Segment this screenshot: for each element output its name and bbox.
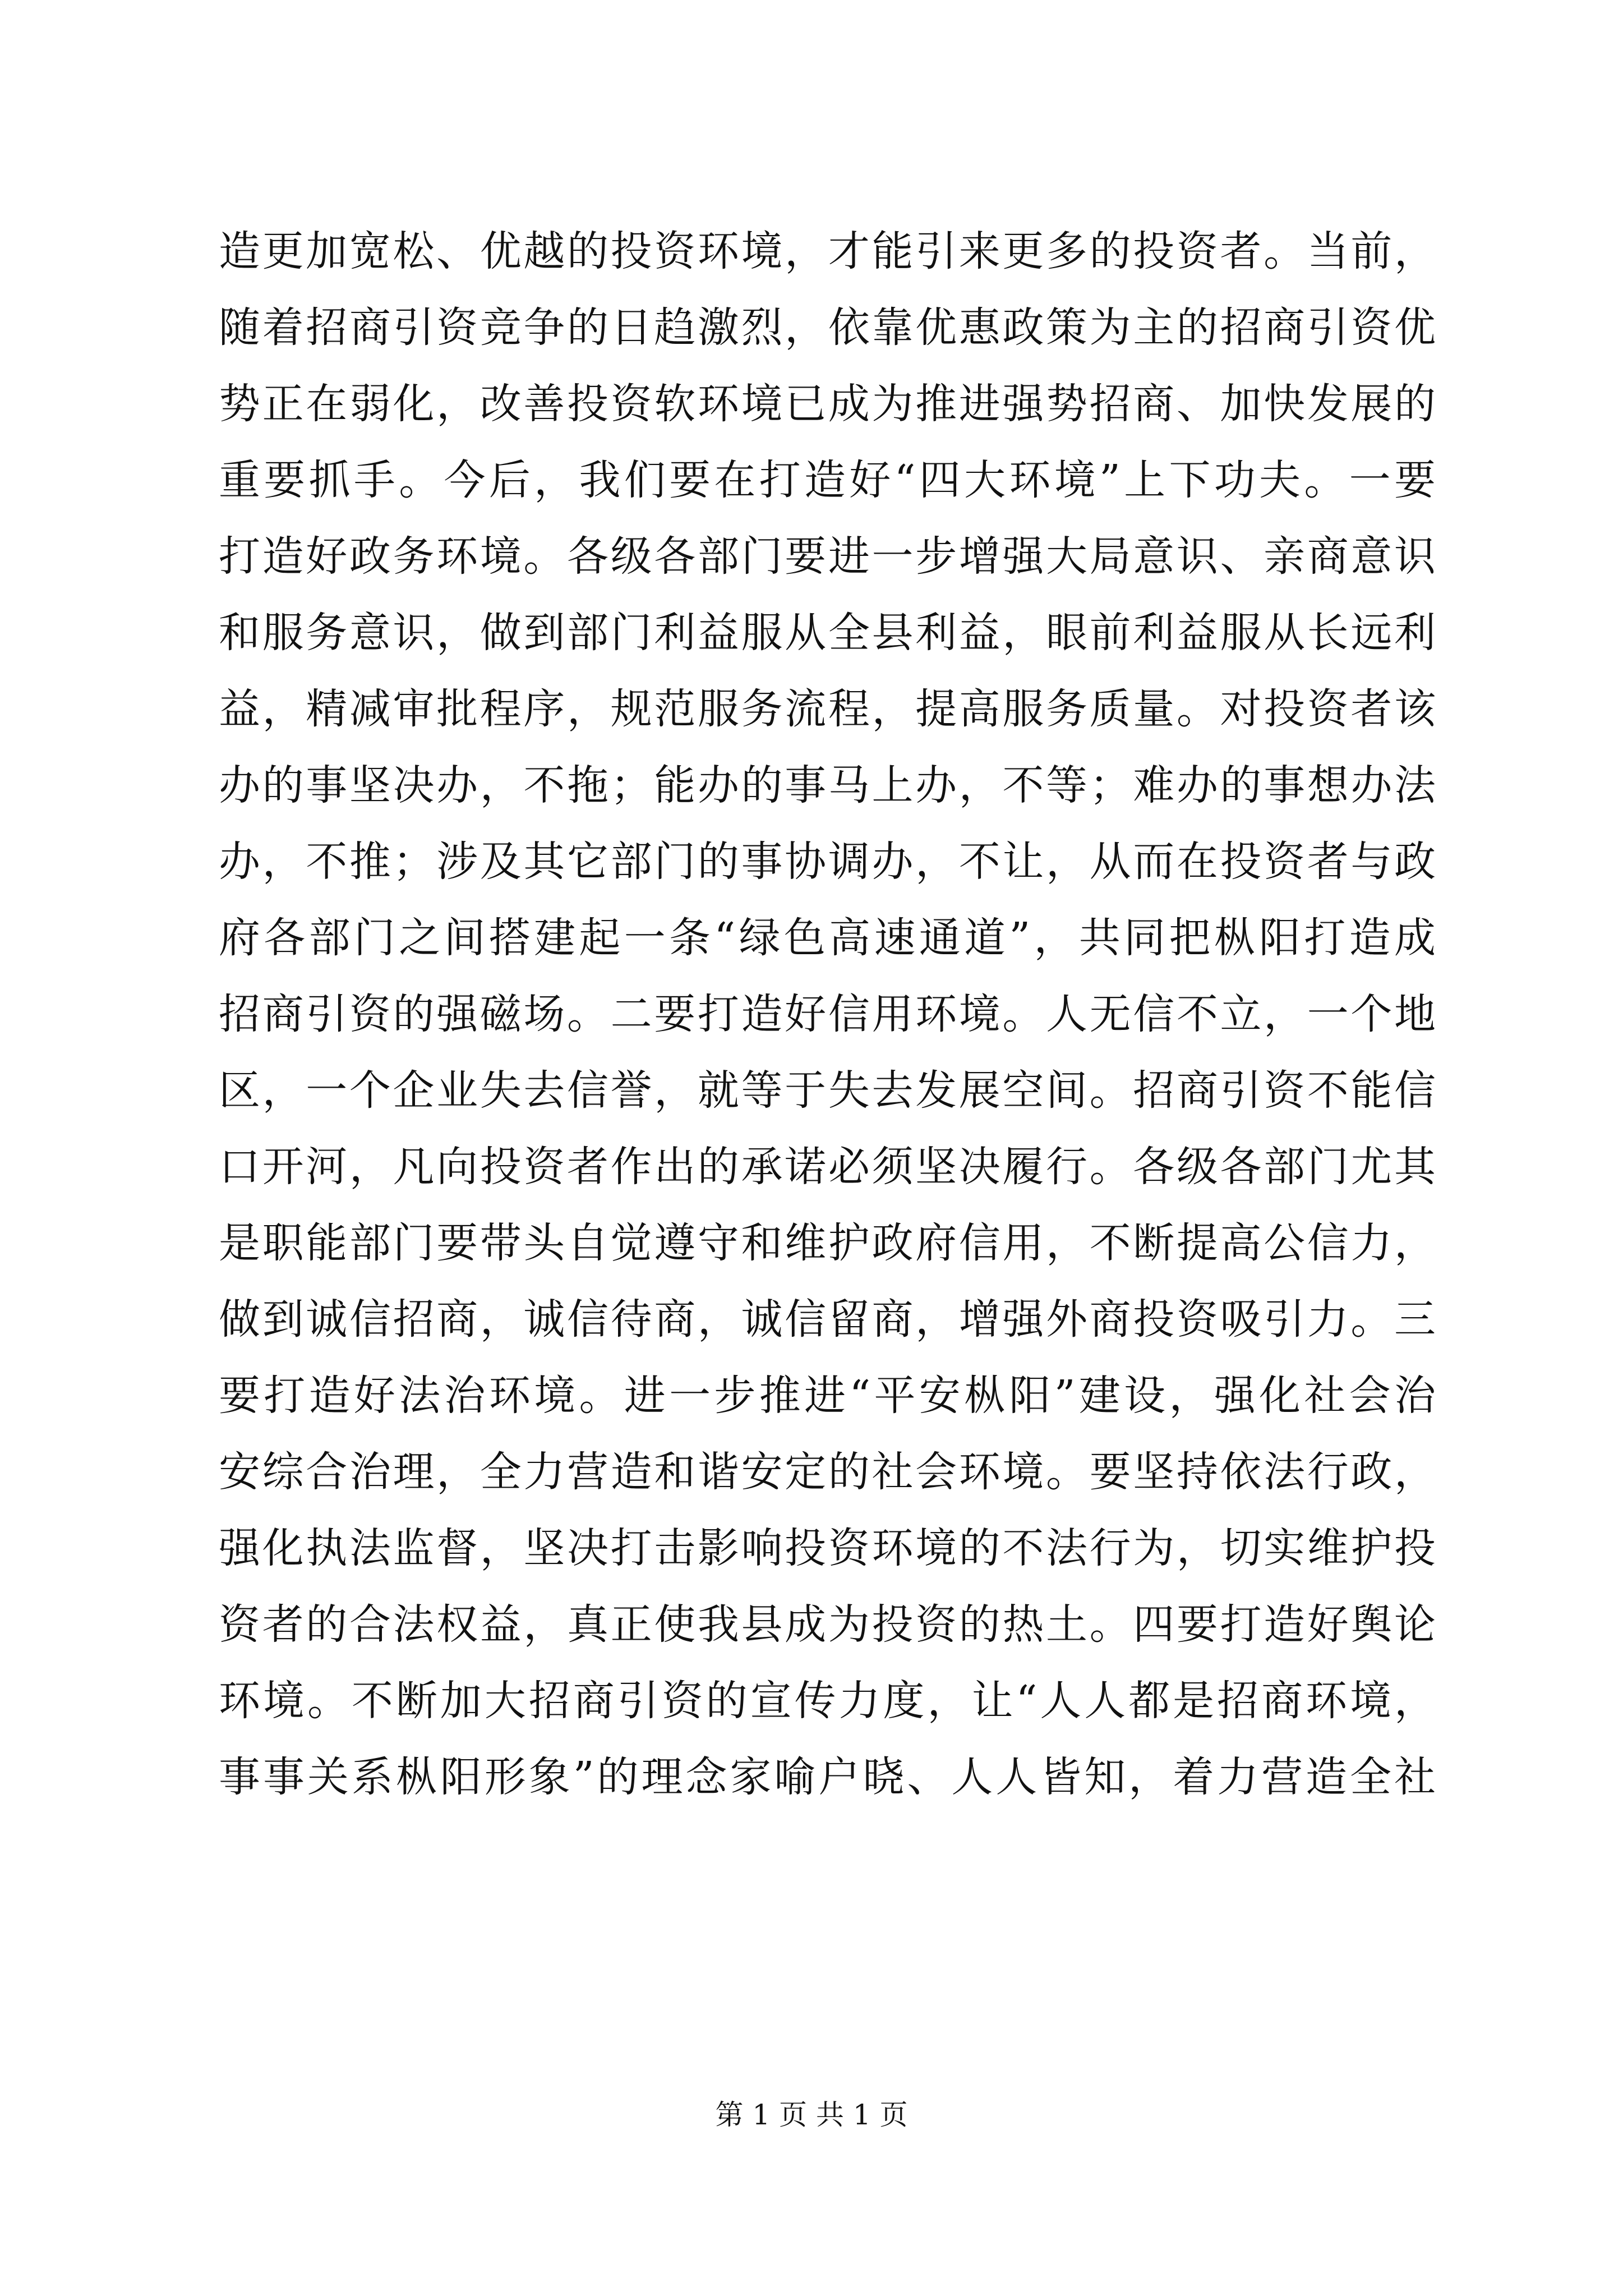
text-line: 招商引资的强磁场。二要打造好信用环境。人无信不立，一个地 (219, 990, 1436, 1038)
text-line: 做到诚信招商，诚信待商，诚信留商，增强外商投资吸引力。三 (219, 1295, 1436, 1343)
page-number-footer: 第 1 页 共 1 页 (715, 2099, 908, 2131)
text-line: 是职能部门要带头自觉遵守和维护政府信用，不断提高公信力， (219, 1219, 1436, 1267)
text-line: 和服务意识，做到部门利益服从全县利益，眼前利益服从长远利 (219, 609, 1436, 657)
text-line: 区，一个企业失去信誉，就等于失去发展空间。招商引资不能信 (219, 1066, 1436, 1115)
text-line: 随着招商引资竞争的日趋激烈，依靠优惠政策为主的招商引资优 (219, 303, 1436, 352)
document-body (219, 213, 1436, 1815)
text-line: 安综合治理，全力营造和谐安定的社会环境。要坚持依法行政， (219, 1448, 1436, 1496)
text-line: 势正在弱化，改善投资软环境已成为推进强势招商、加快发展的 (219, 380, 1436, 428)
text-line: 办，不推；涉及其它部门的事协调办，不让，从而在投资者与政 (219, 838, 1436, 886)
text-line: 口开河，凡向投资者作出的承诺必须坚决履行。各级各部门尤其 (219, 1143, 1436, 1191)
text-line: 强化执法监督，坚决打击影响投资环境的不法行为，切实维护投 (219, 1524, 1436, 1572)
text-line: 打造好政务环境。各级各部门要进一步增强大局意识、亲商意识 (219, 532, 1436, 581)
text-line: 造更加宽松、优越的投资环境，才能引来更多的投资者。当前， (219, 227, 1436, 275)
text-line: 重要抓手。今后，我们要在打造好“四大环境”上下功夫。一要 (219, 456, 1436, 504)
text-line: 环境。不断加大招商引资的宣传力度，让“人人都是招商环境， (219, 1677, 1436, 1725)
text-line: 益，精减审批程序，规范服务流程，提高服务质量。对投资者该 (219, 685, 1436, 733)
text-line: 要打造好法治环境。进一步推进“平安枞阳”建设，强化社会治 (219, 1372, 1436, 1420)
text-line: 办的事坚决办，不拖；能办的事马上办，不等；难办的事想办法 (219, 761, 1436, 809)
text-line: 事事关系枞阳形象”的理念家喻户晓、人人皆知，着力营造全社 (219, 1753, 1436, 1801)
text-line: 资者的合法权益，真正使我县成为投资的热土。四要打造好舆论 (219, 1600, 1436, 1649)
text-line: 府各部门之间搭建起一条“绿色高速通道”，共同把枞阳打造成 (219, 914, 1436, 962)
